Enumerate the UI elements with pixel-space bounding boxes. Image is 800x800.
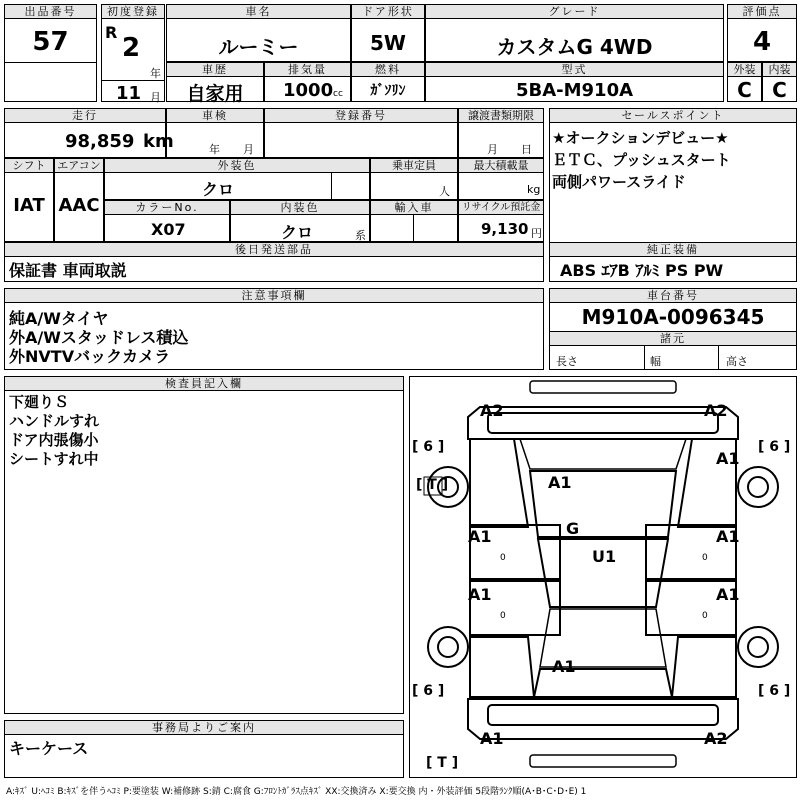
damage-mark: A1 [480, 729, 504, 748]
car-name-label: 車名 [167, 5, 350, 19]
later-parts-box [4, 242, 544, 282]
shift-box [4, 158, 54, 242]
inspection-label: 車検 [167, 109, 263, 123]
import-box [370, 200, 458, 242]
interior-grade-label: 内装 [763, 63, 796, 77]
aircon-value: AAC [58, 195, 100, 216]
door-shape-label: ドア形状 [352, 5, 424, 19]
reg-number-box [264, 108, 458, 158]
exterior-grade-label: 外装 [728, 63, 761, 77]
fuel-box [351, 62, 425, 102]
damage-mark: A1 [468, 527, 492, 546]
aircon-label: エアコン [55, 159, 103, 173]
sales-points-label: セールスポイント [550, 109, 796, 123]
sales-point-line: 両側パワースライド [552, 173, 686, 191]
caution-line: 外A/Wスタッドレス積込 [9, 328, 189, 347]
car-diagram [409, 376, 797, 778]
inspector-line: 下廻りＳ [9, 393, 70, 411]
mileage-value: 98,859 [65, 131, 135, 152]
zero-mark: 0 [500, 611, 506, 621]
interior-color-unit: 系 [355, 229, 366, 242]
mileage-box [4, 108, 174, 158]
inspector-box [4, 376, 404, 714]
tire-tag: [ 6 ] [758, 683, 791, 699]
aircon-box [54, 158, 104, 242]
history-box [166, 62, 264, 105]
damage-mark: A2 [704, 401, 728, 420]
transfer-day: 日 [521, 143, 532, 156]
height-label: 高さ [726, 355, 748, 368]
year-value: 2 [122, 33, 141, 63]
door-shape-value: 5W [370, 31, 406, 55]
max-load-label: 最大積載量 [459, 159, 543, 173]
inspector-line: シートすれ中 [9, 450, 99, 468]
damage-mark: U1 [592, 547, 617, 566]
chassis-box [549, 288, 797, 370]
lot-number-value: 57 [32, 27, 69, 57]
color-number-value: X07 [151, 220, 186, 239]
capacity-unit: 人 [439, 185, 450, 198]
car-name-value: ルーミー [218, 35, 299, 59]
lot-number-label: 出品番号 [5, 5, 96, 19]
tire-tag: [ 6 ] [412, 439, 445, 455]
interior-color-value: クロ [281, 223, 314, 242]
model-box [425, 62, 724, 102]
color-number-label: カラーNo. [105, 201, 229, 215]
grade-value: カスタムG 4WD [496, 35, 653, 59]
interior-grade-value: C [772, 78, 787, 102]
exterior-color-box [104, 158, 370, 200]
history-value: 自家用 [186, 83, 244, 105]
inspector-line: ドア内張傷小 [9, 431, 99, 449]
car-name-box [166, 4, 351, 62]
score-value: 4 [752, 27, 772, 57]
genuine-equipment-label: 純正装備 [550, 243, 796, 257]
inspector-label: 検査員記入欄 [5, 377, 403, 391]
inspection-month: 月 [243, 143, 254, 156]
zero-mark: 0 [500, 553, 506, 563]
damage-mark: A1 [548, 473, 572, 492]
inspection-box [166, 108, 264, 158]
tire-tag: [ T ] [416, 477, 449, 493]
import-label: 輸入車 [371, 201, 457, 215]
legend: A:ｷｽﾞ U:ﾍｺﾐ B:ｷｽﾞを伴うﾍｺﾐ P:要塗装 W:補修跡 S:錆 C:腐食 G:ﾌﾛﾝﾄｶﾞﾗｽ点ｷｽﾞ XX:交換済み X:要交換 内・外装評価 5段階ﾗﾝｸ順(A･B･C･D･E) 1 [6, 787, 587, 797]
damage-mark: G [566, 519, 580, 538]
displacement-unit: cc [333, 89, 343, 99]
office-box [4, 720, 404, 778]
inspection-year: 年 [209, 143, 220, 156]
history-label: 車歴 [167, 63, 263, 77]
transfer-month: 月 [487, 143, 498, 156]
mileage-unit: km [143, 131, 174, 152]
damage-mark: A1 [716, 527, 740, 546]
displacement-label: 排気量 [265, 63, 350, 77]
grade-box [425, 4, 724, 62]
exterior-color-value: クロ [201, 180, 234, 199]
caution-line: 純A/Wタイヤ [9, 309, 109, 328]
damage-mark: A1 [468, 585, 492, 604]
color-number-box [104, 200, 230, 242]
model-value: 5BA-M910A [515, 80, 634, 101]
interior-color-label: 内装色 [231, 201, 369, 215]
cautions-label: 注意事項欄 [5, 289, 543, 303]
width-label: 幅 [650, 355, 661, 368]
door-shape-box [351, 4, 425, 62]
month-value: 11 [116, 83, 142, 104]
damage-mark: A1 [552, 657, 576, 676]
chassis-value: M910A-0096345 [581, 305, 765, 329]
lot-number-box [4, 4, 97, 102]
recycle-box [458, 200, 544, 242]
tire-tag: [ 6 ] [758, 439, 791, 455]
later-parts-label: 後日発送部品 [5, 243, 543, 257]
capacity-label: 乗車定員 [371, 159, 457, 173]
zero-mark: 0 [702, 611, 708, 621]
recycle-label: リサイクル預託金 [459, 201, 543, 215]
chassis-label: 車台番号 [550, 289, 796, 303]
grade-label: グレード [426, 5, 723, 19]
interior-grade-box [762, 62, 797, 102]
transfer-deadline-box [458, 108, 544, 158]
later-parts-value: 保証書 車両取説 [9, 261, 127, 280]
sales-points-box [549, 108, 797, 256]
sales-point-line: ＥＴＣ、プッシュスタート [552, 151, 731, 169]
shift-value: IAT [13, 195, 45, 216]
length-label: 長さ [556, 355, 578, 368]
max-load-box [458, 158, 544, 200]
office-label: 事務局よりご案内 [5, 721, 403, 735]
damage-mark: A2 [480, 401, 504, 420]
displacement-box [264, 62, 351, 102]
interior-color-box [230, 200, 370, 242]
exterior-grade-box [727, 62, 762, 102]
score-box [727, 4, 797, 62]
capacity-box [370, 158, 458, 200]
year-unit: 年 [150, 67, 161, 80]
genuine-equipment-value: ABS ｴｱB ｱﾙﾐ PS PW [560, 261, 724, 280]
displacement-value: 1000 [283, 80, 334, 101]
shift-label: シフト [5, 159, 53, 173]
first-registration-label: 初度登録 [102, 5, 164, 19]
fuel-value: ｶﾞｿﾘﾝ [370, 83, 406, 99]
recycle-value: 9,130 [481, 220, 529, 238]
model-label: 型式 [426, 63, 723, 77]
tire-tag: [ 6 ] [412, 683, 445, 699]
zero-mark: 0 [702, 553, 708, 563]
recycle-unit: 円 [531, 227, 542, 240]
reg-number-label: 登録番号 [265, 109, 457, 123]
tire-tag: [ T ] [426, 755, 459, 771]
damage-mark: A2 [704, 729, 728, 748]
max-load-unit: kg [527, 183, 541, 196]
exterior-grade-value: C [737, 78, 752, 102]
exterior-color-label: 外装色 [105, 159, 369, 173]
first-registration-box [101, 4, 165, 102]
damage-mark: A1 [716, 449, 740, 468]
damage-mark: A1 [716, 585, 740, 604]
car-outline [410, 377, 796, 777]
fuel-label: 燃料 [352, 63, 424, 77]
score-label: 評価点 [728, 5, 796, 19]
office-value: キーケース [9, 739, 89, 758]
era-label: R [105, 23, 118, 42]
month-unit: 月 [150, 91, 161, 104]
mileage-label: 走行 [5, 109, 165, 123]
specs-label: 諸元 [550, 331, 796, 346]
inspector-line: ハンドルすれ [9, 412, 100, 430]
sales-point-line: ★オークションデビュー★ [552, 129, 729, 147]
cautions-box [4, 288, 544, 370]
transfer-deadline-label: 譲渡書類期限 [459, 109, 543, 123]
genuine-equipment-box [549, 242, 797, 282]
caution-line: 外NVTVバックカメラ [9, 347, 171, 366]
